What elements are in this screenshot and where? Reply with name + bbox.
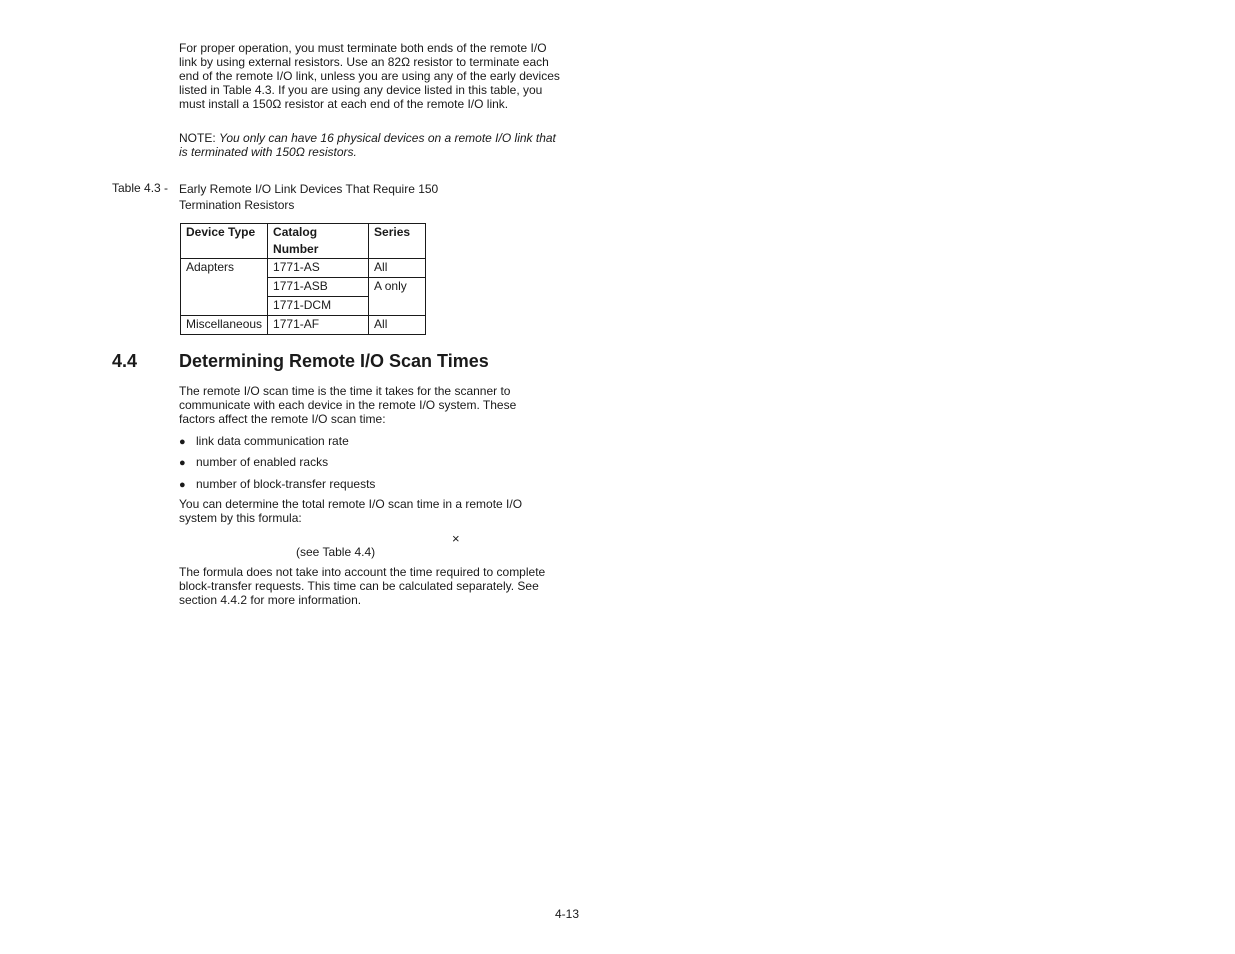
termination-paragraph: For proper operation, you must terminate both ends of the remote I/O link by using external resistors. Use an 82Ω resistor to terminate each end of the remote I/O link, unless you are using any of the early devices listed in Table 4.3. If you are using any device listed in this table, you must install a 150Ω resistor at each end of the remote I/O link. bbox=[179, 41, 560, 111]
note-text: You only can have 16 physical devices on a remote I/O link that is terminated with 150Ω resistors. bbox=[179, 131, 556, 159]
list-item-text: link data communication rate bbox=[196, 434, 349, 448]
termination-devices-table bbox=[180, 223, 426, 335]
formula-note-paragraph: The formula does not take into account the time required to complete block-transfer requests. This time can be calculated separately. See section 4.4.2 for more information. bbox=[179, 565, 546, 607]
cell-series: A only bbox=[369, 278, 426, 316]
cell-catalog: 1771-DCM bbox=[268, 297, 369, 316]
cell-device-type-adapters: Adapters bbox=[181, 259, 268, 316]
formula-table-reference: (see Table 4.4) bbox=[296, 545, 376, 559]
cell-catalog: 1771-ASB bbox=[268, 278, 369, 297]
scan-time-intro-paragraph: The remote I/O scan time is the time it takes for the scanner to communicate with each device in the remote I/O system. These factors affect the remote I/O scan time: bbox=[179, 384, 517, 426]
list-item bbox=[179, 434, 349, 449]
list-item bbox=[179, 455, 328, 470]
table-row bbox=[181, 316, 426, 335]
cell-series: All bbox=[369, 316, 426, 335]
cell-catalog: 1771-AF bbox=[268, 316, 369, 335]
header-series: Series bbox=[369, 224, 426, 259]
section-number: 4.4 bbox=[112, 351, 138, 371]
formula-intro-paragraph: You can determine the total remote I/O scan time in a remote I/O system by this formula: bbox=[179, 497, 523, 525]
header-catalog-number: Catalog Number bbox=[268, 224, 369, 259]
header-device-type: Device Type bbox=[181, 224, 268, 259]
list-item-text: number of enabled racks bbox=[196, 455, 329, 469]
note-paragraph bbox=[179, 131, 564, 159]
page-number: 4-13 bbox=[555, 907, 580, 921]
list-item bbox=[179, 477, 375, 492]
section-title: Determining Remote I/O Scan Times bbox=[179, 351, 489, 371]
cell-device-type-misc: Miscellaneous bbox=[181, 316, 268, 335]
times-icon: × bbox=[452, 531, 460, 546]
bullet-icon: ● bbox=[179, 436, 186, 448]
cell-series: All bbox=[369, 259, 426, 278]
table-caption-label: Table 4.3 - bbox=[112, 181, 169, 195]
list-item-text: number of block-transfer requests bbox=[196, 477, 376, 491]
bullet-icon: ● bbox=[179, 479, 186, 491]
table-header-row bbox=[181, 224, 426, 259]
bullet-icon: ● bbox=[179, 457, 186, 469]
note-label: NOTE: bbox=[179, 131, 220, 145]
table-row bbox=[181, 259, 426, 278]
cell-catalog: 1771-AS bbox=[268, 259, 369, 278]
table-caption-text: Early Remote I/O Link Devices That Require 150 Termination Resistors bbox=[179, 182, 439, 212]
